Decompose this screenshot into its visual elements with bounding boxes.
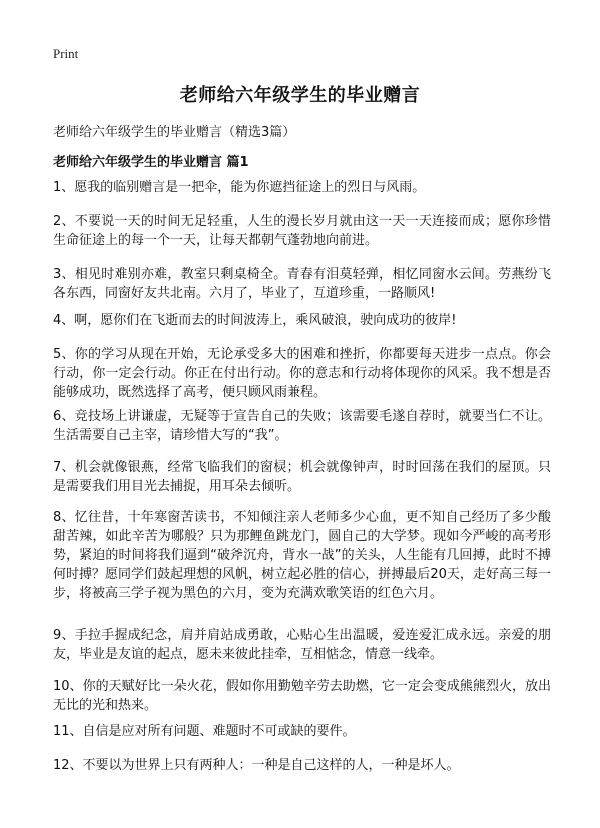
print-link[interactable]: Print (53, 46, 79, 61)
page-title: 老师给六年级学生的毕业赠言 (179, 85, 421, 106)
section-heading: 老师给六年级学生的毕业赠言 篇1 (53, 155, 249, 170)
paragraph-10: 10、你的天赋好比一朵火花，假如你用勤勉辛劳去助燃，它一定会变成熊熊烈火，放出无比的光和热来。 (53, 679, 551, 713)
paragraph-3: 3、相见时难别亦难，教室只剩桌椅全。青春有泪莫轻弹，相忆同窗水云间。劳燕纷飞各东西，同窗好友共北南。六月了，毕业了，互道珍重，一路顺风! (53, 267, 551, 301)
paragraph-11: 11、自信是应对所有问题、难题时不可或缺的要件。 (53, 724, 356, 739)
paragraph-5: 5、你的学习从现在开始，无论承受多大的困难和挫折，你都要每天进步一点点。你会行动，你一定会行动。你正在付出行动。你的意志和行动将体现你的风采。我不想是否能够成功，既然选择了高考，便只顾风雨兼程。 (53, 347, 551, 400)
paragraph-9: 9、手拉手握成纪念，肩并肩站成勇敢，心贴心生出温暖，爱连爱汇成永远。亲爱的朋友，毕业是友谊的起点，愿未来彼此挂牵，互相惦念，情意一线牵。 (53, 628, 551, 662)
paragraph-2: 2、不要说一天的时间无足轻重，人生的漫长岁月就由这一天一天连接而成；愿你珍惜生命征途上的每一个一天，让每天都朝气蓬勃地向前进。 (53, 214, 551, 248)
paragraph-7: 7、机会就像银燕，经常飞临我们的窗棂；机会就像钟声，时时回荡在我们的屋顶。只是需要我们用目光去捕捉，用耳朵去倾听。 (53, 460, 551, 494)
paragraph-1: 1、愿我的临别赠言是一把伞，能为你遮挡征途上的烈日与风雨。 (53, 180, 426, 195)
paragraph-4: 4、啊，愿你们在飞逝而去的时间波涛上，乘风破浪，驶向成功的彼岸! (53, 313, 457, 328)
paragraph-8: 8、忆往昔，十年寒窗苦读书，不知倾注亲人老师多少心血，更不知自己经历了多少酸甜苦辣，如此辛苦为哪般？只为那鲤鱼跳龙门，圆自己的大学梦。现如今严峻的高考形势，紧迫的时间将我们逼到“破斧沉舟，背水一战”的关头，人生能有几回搏，此时不搏何时搏？愿同学们鼓起理想的风帆，树立起必胜的信心，拼搏最后20天，走好高三每一步，将被高三学子视为黑色的六月，变为充满欢歌笑语的红色六月。 (53, 510, 551, 601)
paragraph-12: 12、不要以为世界上只有两种人：一种是自己这样的人，一种是坏人。 (53, 758, 460, 773)
paragraph-6: 6、竞技场上讲谦虚，无疑等于宣告自己的失败；该需要毛遂自荐时，就要当仁不让。生活需要自己主宰，请珍惜大写的“我”。 (53, 409, 551, 443)
document-subtitle: 老师给六年级学生的毕业赠言（精选3篇） (53, 125, 296, 140)
